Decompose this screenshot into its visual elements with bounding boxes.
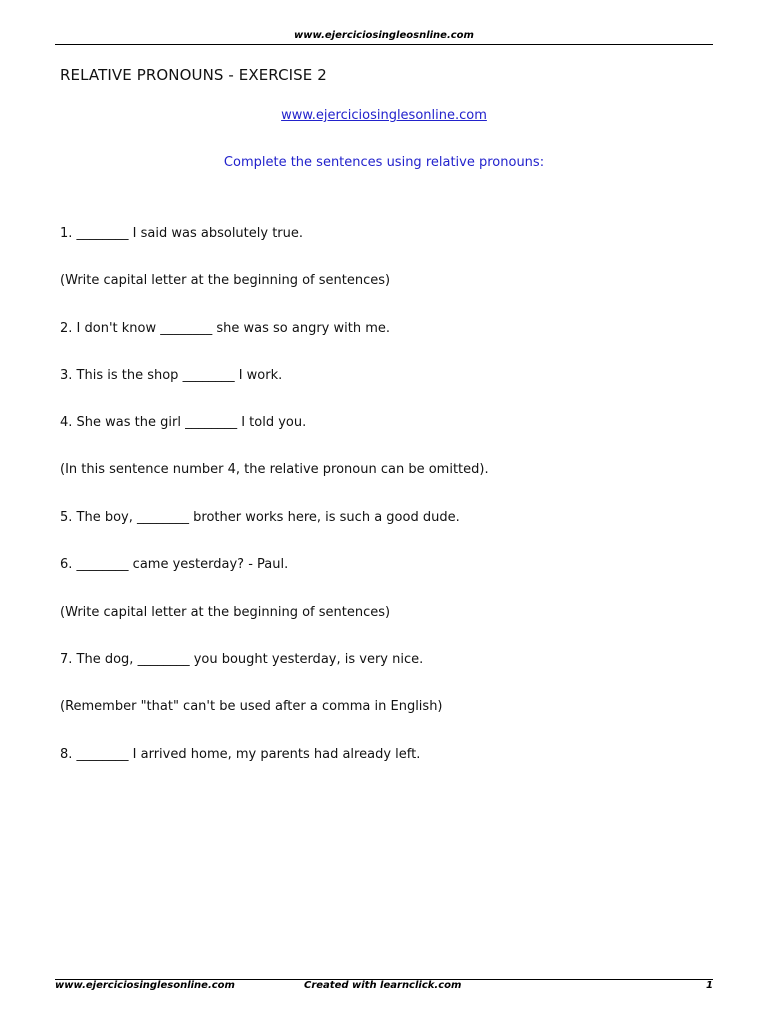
- header-divider: [55, 44, 713, 45]
- exercise-item: 5. The boy, ________ brother works here, is such a good dude.: [60, 510, 460, 525]
- exercise-item: 4. She was the girl ________ I told you.: [60, 415, 307, 430]
- instructions: Complete the sentences using relative pronouns:: [223, 155, 545, 170]
- exercise-note: (Remember "that" can't be used after a comma in English): [60, 699, 443, 714]
- footer-site-url: www.ejerciciosinglesonline.com: [55, 980, 235, 991]
- exercise-item: 3. This is the shop ________ I work.: [60, 368, 283, 383]
- exercise-item: 7. The dog, ________ you bought yesterday, is very nice.: [60, 652, 424, 667]
- exercise-note: (In this sentence number 4, the relative pronoun can be omitted).: [60, 462, 489, 477]
- exercise-item: 6. ________ came yesterday? - Paul.: [60, 557, 289, 572]
- page-number: 1: [706, 980, 713, 991]
- header-site-url: www.ejerciciosingleosnline.com: [294, 30, 474, 41]
- page-title: RELATIVE PRONOUNS - EXERCISE 2: [60, 66, 327, 84]
- exercise-item: 8. ________ I arrived home, my parents had already left.: [60, 747, 421, 762]
- exercise-item: 2. I don't know ________ she was so angry with me.: [60, 321, 391, 336]
- footer-credit: Created with learnclick.com: [304, 980, 462, 991]
- exercise-item: 1. ________ I said was absolutely true.: [60, 226, 304, 241]
- exercise-note: (Write capital letter at the beginning of sentences): [60, 273, 391, 288]
- site-link[interactable]: www.ejerciciosinglesonline.com: [281, 108, 487, 123]
- exercise-note: (Write capital letter at the beginning of sentences): [60, 605, 391, 620]
